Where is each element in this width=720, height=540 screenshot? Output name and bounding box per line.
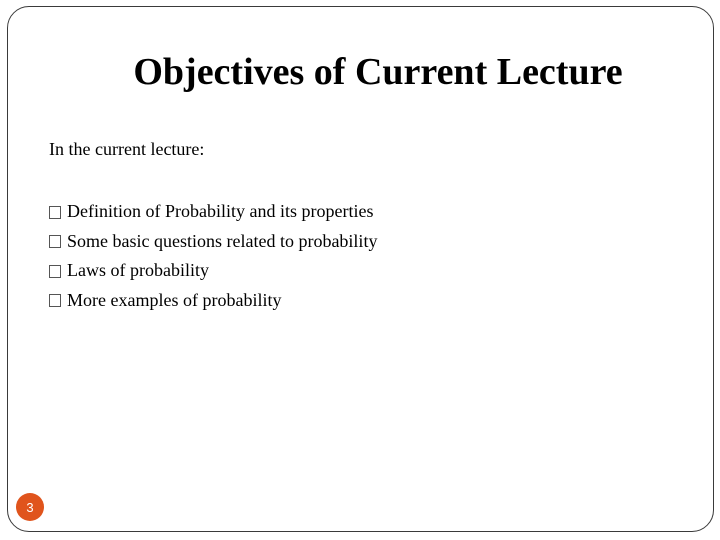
list-item-text: Some basic questions related to probability [67, 230, 378, 251]
list-item-text: More examples of probability [67, 289, 282, 310]
list-item [49, 197, 377, 227]
list-item [49, 286, 377, 316]
intro-text: In the current lecture: [49, 139, 205, 159]
checkbox-icon [49, 206, 61, 219]
list-item [49, 256, 377, 286]
checkbox-icon [49, 265, 61, 278]
page-number-badge: 3 [16, 493, 44, 521]
slide-title: Objectives of Current Lecture [133, 51, 623, 93]
checkbox-icon [49, 294, 61, 307]
list-item-text: Definition of Probability and its properties [67, 201, 374, 222]
list-item-text: Laws of probability [67, 260, 209, 281]
list-item [49, 227, 377, 257]
checkbox-icon [49, 235, 61, 248]
objectives-list [49, 197, 377, 315]
